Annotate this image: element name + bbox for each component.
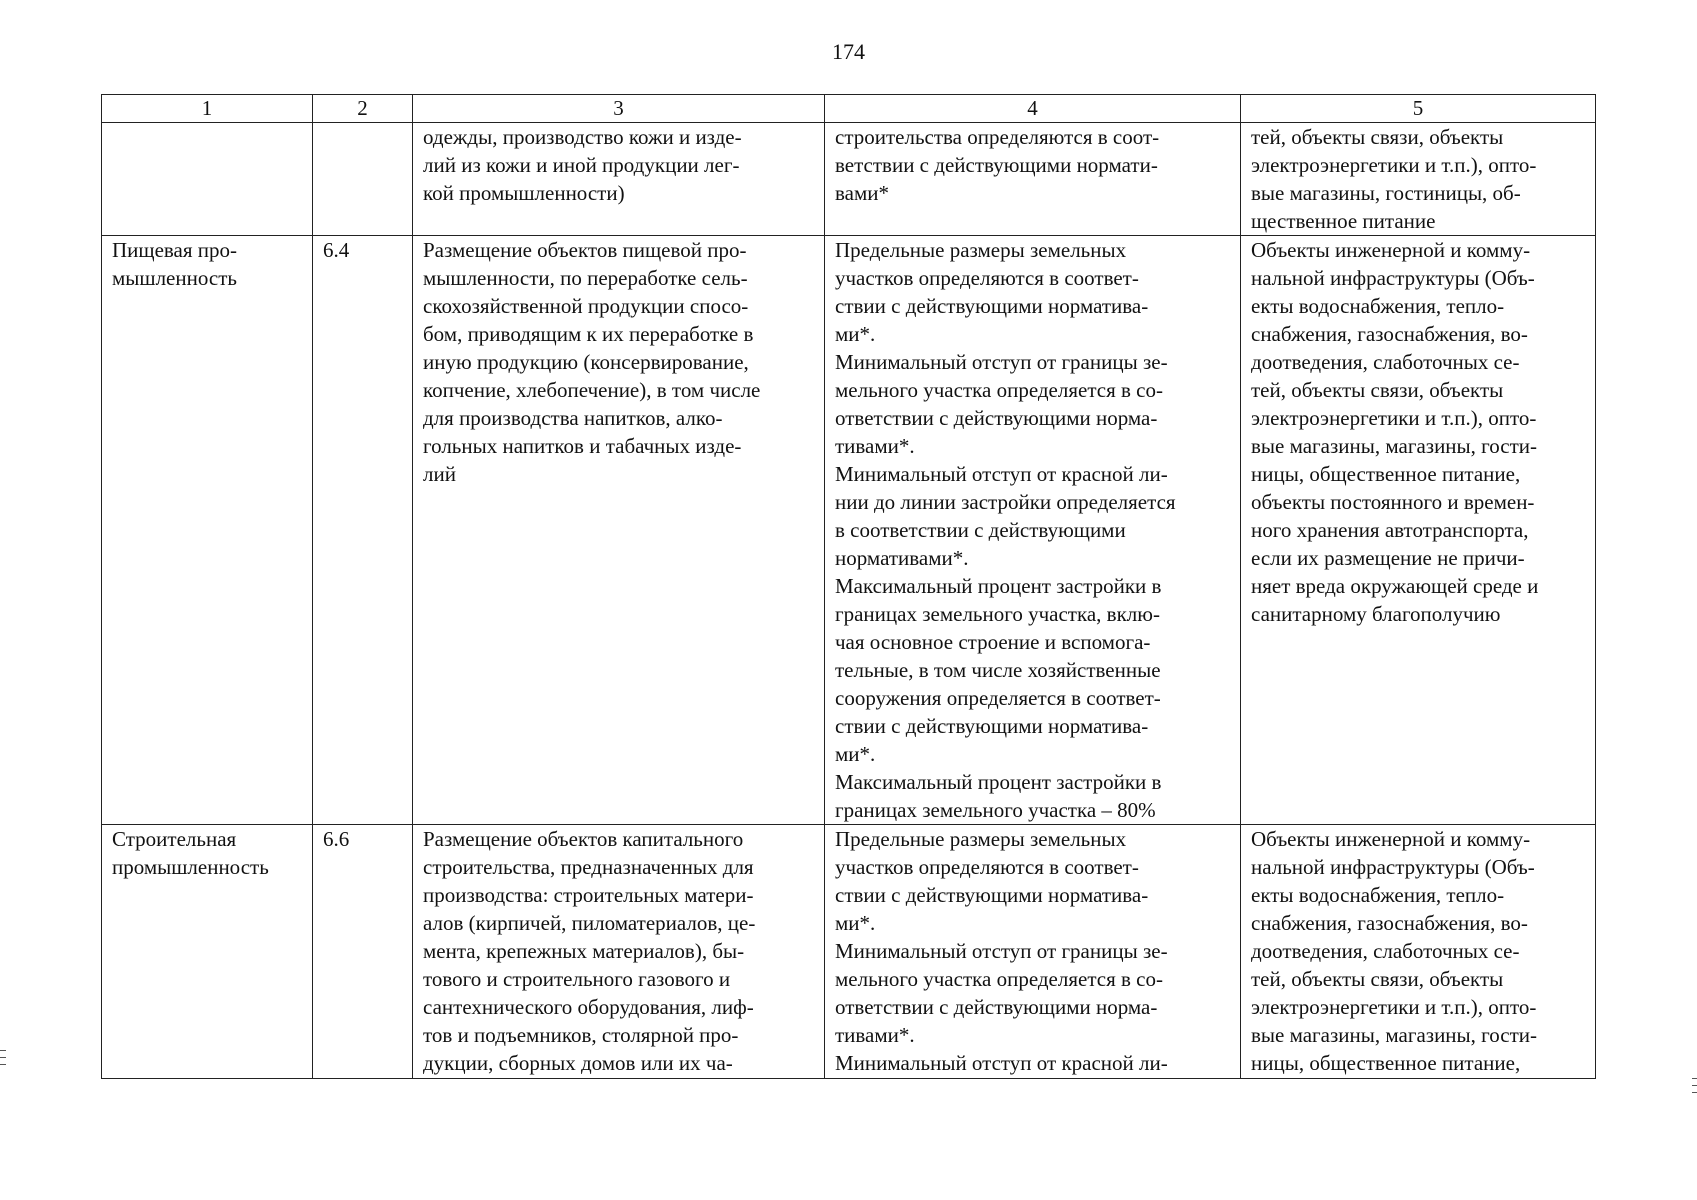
cell-text-line: иную продукцию (консервирование, (423, 350, 749, 374)
cell-text-line: алов (кирпичей, пиломатериалов, це- (423, 911, 756, 935)
cell-text-line: вами* (835, 181, 889, 205)
cell-text-line: Объекты инженерной и комму- (1251, 827, 1531, 851)
use-description-cell (413, 123, 825, 236)
scan-edge-marks (0, 1050, 6, 1071)
cell-text-line: вые магазины, магазины, гости- (1251, 1023, 1538, 1047)
use-description-cell (413, 825, 825, 1079)
cell-text-line: ми*. (835, 322, 876, 346)
cell-text-line: мышленность (112, 266, 237, 290)
parameters-cell (825, 123, 1241, 236)
cell-text-line: няет вреда окружающей среде и (1251, 574, 1539, 598)
cell-text-line: нормативами*. (835, 546, 969, 570)
cell-text-line: ветствии с действующими нормати- (835, 153, 1158, 177)
column-header-4: 4 (825, 95, 1241, 123)
cell-text-line: тей, объекты связи, объекты (1251, 967, 1504, 991)
cell-text-line: Максимальный процент застройки в (835, 574, 1162, 598)
cell-text-line: 6.4 (323, 238, 350, 262)
cell-text-line: электроэнергетики и т.п.), опто- (1251, 406, 1537, 430)
cell-text-line: екты водоснабжения, тепло- (1251, 294, 1505, 318)
cell-text-line: нальной инфраструктуры (Объ- (1251, 855, 1535, 879)
cell-text-line: кой промышленности) (423, 181, 625, 205)
cell-text-line: одежды, производство кожи и изде- (423, 125, 742, 149)
cell-text-line: тов и подъемников, столярной про- (423, 1023, 739, 1047)
cell-text-line: Минимальный отступ от красной ли- (835, 1051, 1168, 1075)
cell-text-line: мельного участка определяется в со- (835, 967, 1163, 991)
cell-text-line: ствии с действующими норматива- (835, 714, 1149, 738)
cell-text-line: мента, крепежных материалов), бы- (423, 939, 745, 963)
cell-text-line: дукции, сборных домов или их ча- (423, 1051, 733, 1075)
cell-text-line: тельные, в том числе хозяйственные (835, 658, 1161, 682)
cell-text-line: вые магазины, гостиницы, об- (1251, 181, 1521, 205)
cell-text-line: ми*. (835, 911, 876, 935)
cell-text-line: скохозяйственной продукции спосо- (423, 294, 749, 318)
cell-text-line: производства: строительных матери- (423, 883, 754, 907)
use-code-cell (313, 236, 413, 825)
cell-text-line: мельного участка определяется в со- (835, 378, 1163, 402)
cell-text-line: снабжения, газоснабжения, во- (1251, 322, 1528, 346)
cell-text-line: ствии с действующими норматива- (835, 883, 1149, 907)
cell-text-line: тового и строительного газового и (423, 967, 731, 991)
land-use-table (101, 94, 1596, 1079)
cell-text-line: ного хранения автотранспорта, (1251, 518, 1529, 542)
auxiliary-uses-cell (1241, 123, 1596, 236)
auxiliary-uses-cell (1241, 825, 1596, 1079)
cell-text-line: Минимальный отступ от красной ли- (835, 462, 1168, 486)
cell-text-line: Предельные размеры земельных (835, 827, 1127, 851)
cell-text-line: Строительная (112, 827, 237, 851)
cell-text-line: ответствии с действующими норма- (835, 406, 1158, 430)
use-description-cell (413, 236, 825, 825)
table-row (102, 236, 1596, 825)
cell-text-line: доотведения, слаботочных се- (1251, 350, 1520, 374)
cell-text-line: ми*. (835, 742, 876, 766)
cell-text-line: снабжения, газоснабжения, во- (1251, 911, 1528, 935)
use-code-cell (313, 825, 413, 1079)
cell-text-line: тей, объекты связи, объекты (1251, 125, 1504, 149)
cell-text-line: электроэнергетики и т.п.), опто- (1251, 995, 1537, 1019)
column-header-5: 5 (1241, 95, 1596, 123)
cell-text-line: ответствии с действующими норма- (835, 995, 1158, 1019)
cell-text-line: Предельные размеры земельных (835, 238, 1127, 262)
cell-text-line: Пищевая про- (112, 238, 237, 262)
use-name-cell (102, 236, 313, 825)
use-code-cell (313, 123, 413, 236)
cell-text-line: нии до линии застройки определяется (835, 490, 1176, 514)
parameters-cell (825, 236, 1241, 825)
table-row (102, 123, 1596, 236)
cell-text-line: границах земельного участка, вклю- (835, 602, 1160, 626)
cell-text-line: Объекты инженерной и комму- (1251, 238, 1531, 262)
cell-text-line: чая основное строение и вспомога- (835, 630, 1151, 654)
use-name-cell (102, 825, 313, 1079)
cell-text-line: для производства напитков, алко- (423, 406, 723, 430)
cell-text-line: сантехнического оборудования, лиф- (423, 995, 754, 1019)
table-header-row (102, 95, 1596, 123)
table-row (102, 825, 1596, 1079)
cell-text-line: тивами*. (835, 1023, 915, 1047)
cell-text-line: ницы, общественное питание, (1251, 1051, 1521, 1075)
cell-text-line: ницы, общественное питание, (1251, 462, 1521, 486)
cell-text-line: объекты постоянного и времен- (1251, 490, 1535, 514)
cell-text-line: участков определяются в соответ- (835, 266, 1139, 290)
page-number: 174 (832, 39, 865, 64)
cell-text-line: лий (423, 462, 456, 486)
cell-text-line: Размещение объектов пищевой про- (423, 238, 747, 262)
cell-text-line: строительства, предназначенных для (423, 855, 754, 879)
parameters-cell (825, 825, 1241, 1079)
cell-text-line: Минимальный отступ от границы зе- (835, 350, 1168, 374)
cell-text-line: щественное питание (1251, 209, 1436, 233)
cell-text-line: копчение, хлебопечение), в том числе (423, 378, 761, 402)
cell-text-line: тей, объекты связи, объекты (1251, 378, 1504, 402)
column-header-3: 3 (413, 95, 825, 123)
cell-text-line: электроэнергетики и т.п.), опто- (1251, 153, 1537, 177)
cell-text-line: сооружения определяется в соответ- (835, 686, 1161, 710)
cell-text-line: тивами*. (835, 434, 915, 458)
cell-text-line: бом, приводящим к их переработке в (423, 322, 754, 346)
cell-text-line: Размещение объектов капитального (423, 827, 744, 851)
scan-edge-marks (1692, 1078, 1697, 1099)
auxiliary-uses-cell (1241, 236, 1596, 825)
cell-text-line: Максимальный процент застройки в (835, 770, 1162, 794)
cell-text-line: лий из кожи и иной продукции лег- (423, 153, 740, 177)
cell-text-line: нальной инфраструктуры (Объ- (1251, 266, 1535, 290)
cell-text-line: промышленность (112, 855, 269, 879)
cell-text-line: строительства определяются в соот- (835, 125, 1160, 149)
cell-text-line: доотведения, слаботочных се- (1251, 939, 1520, 963)
cell-text-line: 6.6 (323, 827, 350, 851)
column-header-1: 1 (102, 95, 313, 123)
cell-text-line: санитарному благополучию (1251, 602, 1501, 626)
cell-text-line: границах земельного участка – 80% (835, 798, 1156, 822)
cell-text-line: мышленности, по переработке сель- (423, 266, 748, 290)
cell-text-line: екты водоснабжения, тепло- (1251, 883, 1505, 907)
cell-text-line: если их размещение не причи- (1251, 546, 1525, 570)
cell-text-line: ствии с действующими норматива- (835, 294, 1149, 318)
cell-text-line: в соответствии с действующими (835, 518, 1126, 542)
column-header-2: 2 (313, 95, 413, 123)
cell-text-line: участков определяются в соответ- (835, 855, 1139, 879)
cell-text-line: вые магазины, магазины, гости- (1251, 434, 1538, 458)
cell-text-line: Минимальный отступ от границы зе- (835, 939, 1168, 963)
cell-text-line: гольных напитков и табачных изде- (423, 434, 742, 458)
use-name-cell (102, 123, 313, 236)
